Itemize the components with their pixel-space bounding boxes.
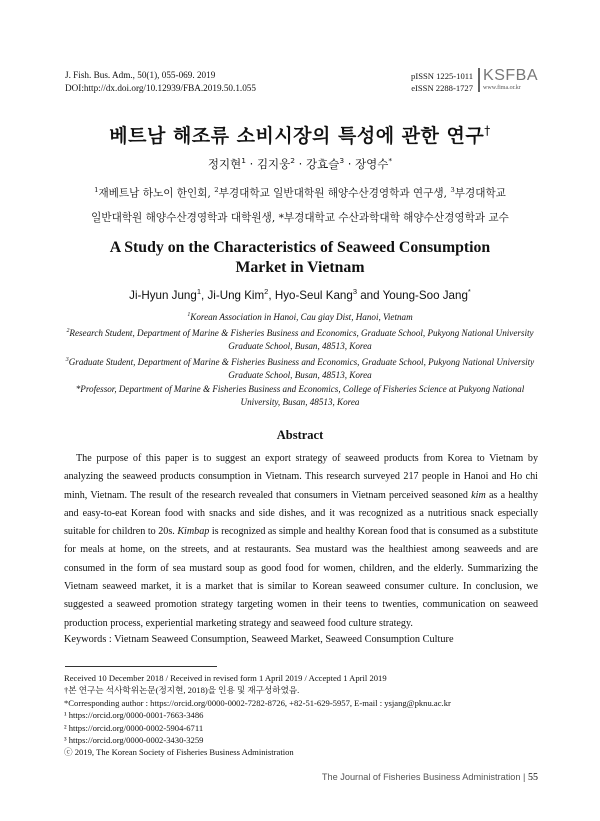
author-en: Ji-Ung Kim <box>207 288 265 302</box>
logo-text: KSFBA <box>483 67 538 84</box>
logo-url[interactable]: www.fima.or.kr <box>483 85 521 91</box>
corresponding-author[interactable]: *Corresponding author : https://orcid.org/0000-0002-7282-8726, +82-51-629-5957, E-mail : ysjang@pknu.ac.kr <box>64 697 451 708</box>
korean-affiliations: $^1$재베트남 하노이 한인회, $^2$부경대학교 일반대학원 해양수산경영학과 연구생, $^3$부경대학교 일반대학원 해양수산경영학과 대학원생, *부경대학교 수산과학대학 해양수산경영학과 교수 <box>91 186 509 224</box>
author-en: Young-Soo Jang <box>382 288 468 302</box>
title-dagger: † <box>484 123 491 138</box>
korean-title: 베트남 해조류 소비시장의 특성에 관한 연구† <box>109 123 491 147</box>
page-number: 55 <box>528 772 538 783</box>
affiliation: $^1$Korean Association in Hanoi, Cau giay Dist, Hanoi, Vietnam <box>187 312 413 323</box>
footnote-divider <box>65 666 217 667</box>
english-authors: Ji-Hyun Jung$^1$, Ji-Ung Kim$^2$, Hyo-Seul Kang$^3$ and Young-Soo Jang* <box>129 287 471 302</box>
abstract-body: The purpose of this paper is to suggest an export strategy of seaweed products from Korea to Vietnam by analyzing the seaweed products consumption in Vietnam. This research surveyed 217 people in Hanoi and Ho chi minh, Vietnam. The result of the research revealed that consumers in Vietnam perceived seasoned kim as a healthy and easy-to-eat Korean food with snacks and side dishes, and it was recognized as a nutritious snack especially suitable for children to 20s. Kimbap is recognized as simple and healthy Korean food that is consumed as a substitute for meals at home, on the streets, and at restaurants. Sea mustard was the healthiest among seaweeds and are consumed in the form of sea mustard soup as good food for women, children, and the elderly. Summarizing the Vietnam seaweed market, it is a market that is similar to Korean seaweed consumer culture. In conclusion, we suggested a seaweed promotion strategy targeting women in their teens to twenties, communication on seaweed production process, experiential marketing strategy and seaweed food culture strategy. <box>64 453 539 629</box>
keywords: Keywords : Vietnam Seaweed Consumption, Seaweed Market, Seaweed Consumption Culture <box>64 634 454 645</box>
author-en: Hyo-Seul Kang <box>274 288 353 302</box>
received-dates: Received 10 December 2018 / Received in revised form 1 April 2019 / Accepted 1 April 2019 <box>64 673 387 683</box>
eissn: eISSN 2288-1727 <box>411 83 474 93</box>
journal-name: The Journal of Fisheries Business Administration | <box>321 772 528 782</box>
citation: J. Fish. Bus. Adm., 50(1), 055-069. 2019 <box>65 70 216 80</box>
affiliation: *Professor, Department of Marine & Fisheries Business and Economics, College of Fisheries Science at Pukyong National University, Busan, 48513, Korea <box>75 383 525 408</box>
doi-link[interactable]: DOI:http://dx.doi.org/10.12939/FBA.2019.50.1.055 <box>65 83 256 93</box>
ksfba-logo <box>478 68 538 92</box>
page-footer <box>322 772 538 783</box>
thesis-note: †본 연구는 석사학위논문(정지현, 2018)을 인용 및 재구성하였음. <box>64 685 300 696</box>
orcid-link[interactable]: ² https://orcid.org/0000-0002-5904-6711 <box>64 722 204 733</box>
author-en: Ji-Hyun Jung <box>129 288 197 302</box>
korean-authors: 정지현$^1$ · 김지웅$^2$ · 강효슬$^3$ · 장영수* <box>207 156 393 171</box>
author-ko: 김지웅 <box>256 157 291 171</box>
affiliation: $^3$Graduate Student, Department of Marine & Fisheries Business and Economics, Graduate School, Pukyong National University Graduate School, Busan, 48513, Korea <box>65 356 535 381</box>
orcid-link[interactable]: ³ https://orcid.org/0000-0002-3430-3259 <box>64 735 204 746</box>
orcid-link[interactable]: ¹ https://orcid.org/0000-0001-7663-3486 <box>64 710 204 721</box>
footnotes <box>64 672 534 759</box>
copyright: ⓒ 2019, The Korean Society of Fisheries Business Administration <box>64 747 294 758</box>
author-ko: 강효슬 <box>306 157 340 171</box>
abstract-heading: Abstract <box>276 428 324 442</box>
english-affiliations <box>60 309 540 410</box>
english-title: A Study on the Characteristics of Seaweed Consumption Market in Vietnam <box>109 239 491 276</box>
author-ko: 정지현 <box>207 157 242 171</box>
affiliation: $^2$Research Student, Department of Marine & Fisheries Business and Economics, Graduate School, Pukyong National University Graduate School, Busan, 48513, Korea <box>66 327 534 352</box>
issn-block <box>411 68 538 94</box>
author-ko: 장영수 <box>355 157 389 171</box>
journal-header <box>65 69 256 95</box>
pissn: pISSN 1225-1011 <box>411 71 474 81</box>
